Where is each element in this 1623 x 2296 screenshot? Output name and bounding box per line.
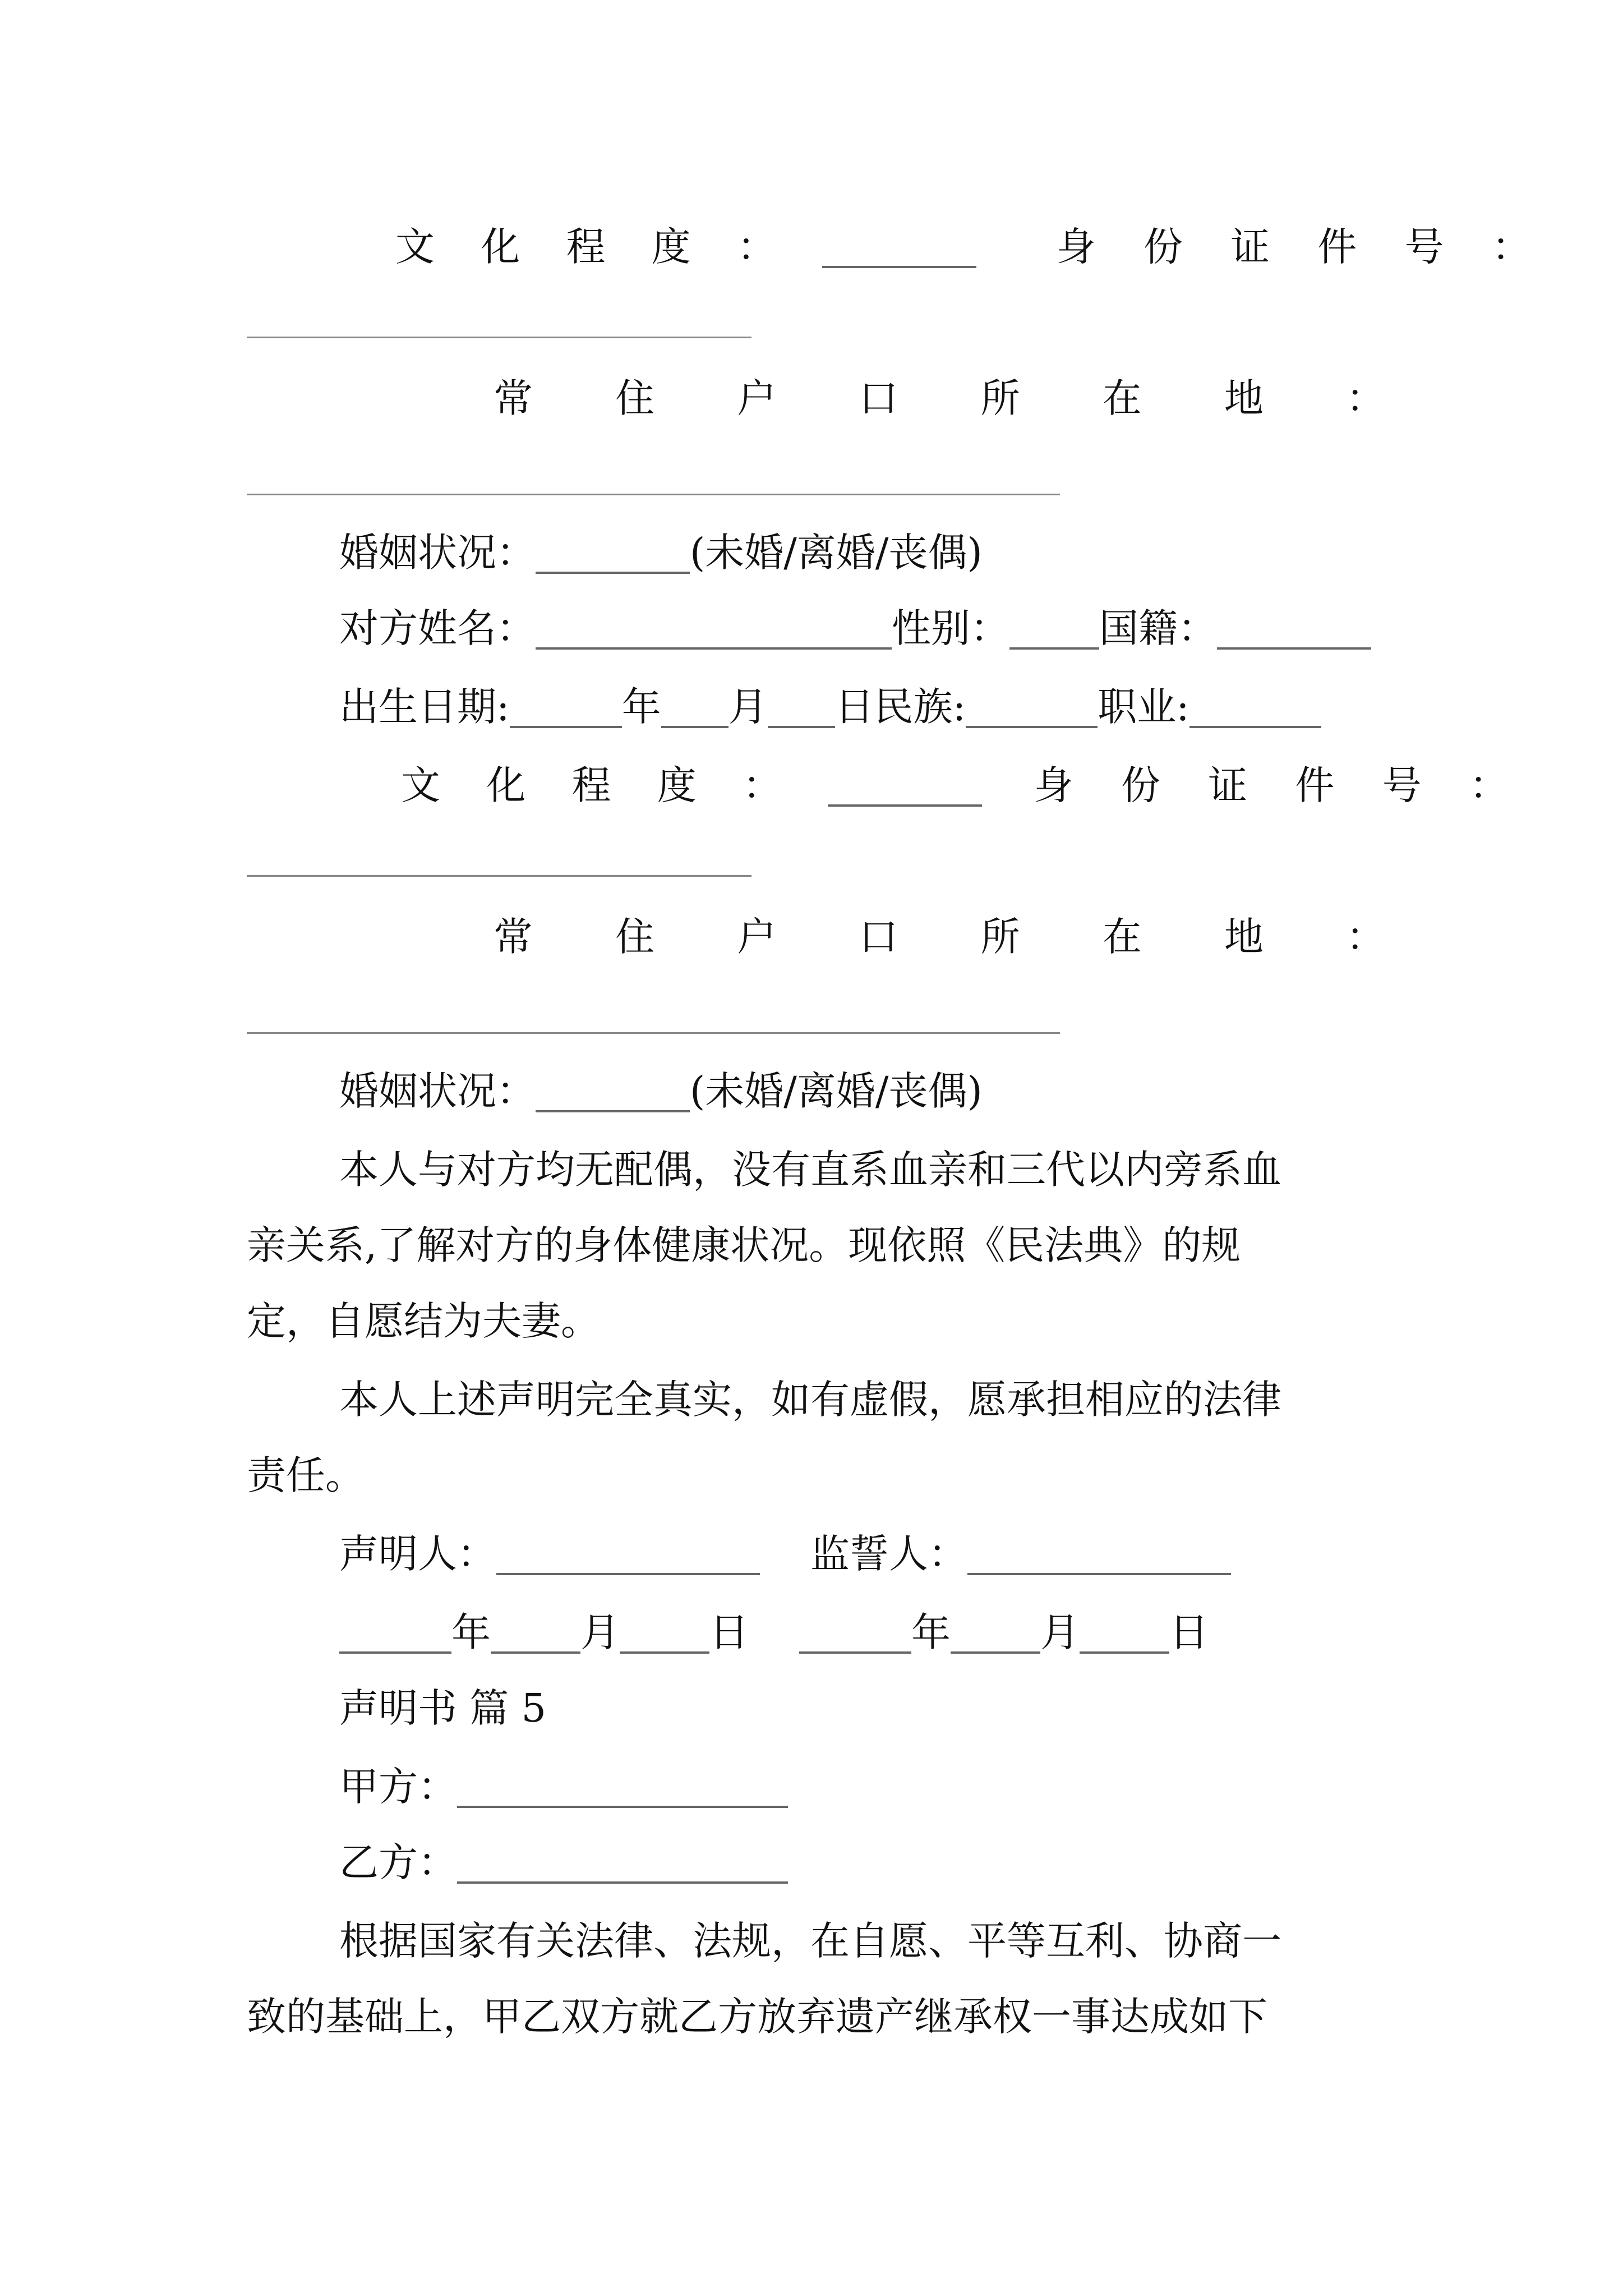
day-char: 日 [709,1609,749,1655]
education-label-char: 文 [395,224,435,270]
id-number-label-char: 身 [1034,762,1073,808]
birth-date-label: 出生日期: [339,684,510,730]
party-b-blank [457,1881,788,1884]
id-number-label-char: 身 [1056,224,1096,270]
education-label-char: ： [737,224,777,270]
gender-blank [1009,647,1099,650]
id-number-label-char: 件 [1295,762,1335,808]
birth-month-blank [661,726,728,728]
education-id-line [247,208,1531,286]
nationality-blank [1217,647,1371,650]
occupation-blank [1189,726,1321,728]
party-b-line [247,1823,1385,1902]
residence-label-char: 住 [615,914,655,960]
marital-status-label: 婚姻状况： [339,1068,536,1114]
marital-status-line [247,513,1385,592]
signature-date-line [247,1593,1385,1672]
nationality-label: 国籍： [1099,605,1217,651]
education-label-char: 化 [481,224,520,270]
supervisor-month-blank [951,1651,1040,1654]
id-number-blank [247,337,751,338]
declarant-blank [496,1573,760,1575]
id-number-label-char: 证 [1230,224,1270,270]
residence-label-char: ： [1345,375,1385,421]
residence-label-char: 户 [737,375,777,421]
residence-label-char: 所 [980,375,1020,421]
education-label-char: ： [743,762,782,808]
residence-label-char: 在 [1102,375,1142,421]
signature-line [247,1515,1385,1593]
residence-label-char: 常 [494,375,533,421]
partner-education-id-line [247,746,1509,825]
id-number-label-char: ： [1491,224,1531,270]
birth-year-blank [510,726,622,728]
id-number-label-char: 证 [1208,762,1248,808]
day-char: 日 [1169,1609,1209,1655]
declarant-month-blank [491,1651,580,1654]
month-char: 月 [1040,1609,1080,1655]
birth-day-blank [768,726,835,728]
birth-date-line [247,668,1385,746]
id-number-label-char: 号 [1382,762,1422,808]
supervisor-year-blank [799,1651,911,1654]
marital-status-blank [536,572,690,574]
section-title: 声明书 篇 5 [339,1685,547,1731]
ethnicity-blank [966,726,1098,728]
partner-name-line [247,589,1385,668]
residence-label-char: 口 [859,914,898,960]
agreement-line-2: 致的基础上，甲乙双方就乙方放弃遗产继承权一事达成如下 [247,1994,1267,2040]
declaration-para-2-line-2: 责任。 [247,1452,365,1498]
residence-label-char: 所 [980,914,1020,960]
partner-education-blank [828,804,982,807]
education-label-char: 程 [566,224,606,270]
marital-status-options: (未婚/离婚/丧偶) [690,530,983,576]
education-label-char: 度 [651,224,691,270]
party-a-line [247,1747,1385,1826]
declaration-para-1-line-3: 定，自愿结为夫妻。 [247,1298,600,1344]
year-char: 年 [911,1609,951,1655]
declarant-year-blank [339,1651,451,1654]
declarant-day-blank [620,1651,709,1654]
partner-residence-line [247,898,1385,976]
residence-line [247,359,1385,438]
residence-label-char: ： [1345,914,1385,960]
declarant-label: 声明人： [339,1531,496,1577]
partner-name-label: 对方姓名： [339,605,536,651]
partner-marital-status-blank [536,1110,690,1112]
declaration-para-1-line-1: 本人与对方均无配偶，没有直系血亲和三代以内旁系血 [339,1147,1281,1193]
education-label-char: 程 [571,762,611,808]
month-char: 月 [728,684,768,730]
id-number-label-char: 号 [1404,224,1444,270]
marital-status-label: 婚姻状况： [339,530,536,576]
party-a-label: 甲方： [339,1764,457,1810]
id-number-label-char: 份 [1121,762,1160,808]
residence-label-char: 住 [615,375,655,421]
residence-label-char: 口 [859,375,898,421]
declaration-para-2-line-1: 本人上述声明完全真实，如有虚假，愿承担相应的法律 [339,1377,1281,1423]
supervisor-label: 监誓人： [810,1531,967,1577]
party-a-blank [457,1806,788,1808]
residence-label-char: 在 [1102,914,1142,960]
residence-label-char: 地 [1224,914,1264,960]
supervisor-blank [967,1573,1231,1575]
id-number-label-char: 件 [1317,224,1357,270]
partner-id-number-blank [247,875,751,877]
education-blank [822,266,976,268]
declaration-para-1-line-2: 亲关系,了解对方的身体健康状况。现依照《民法典》的规 [247,1222,1241,1268]
residence-label-char: 常 [494,914,533,960]
partner-residence-blank [247,1032,1060,1034]
year-char: 年 [451,1609,491,1655]
party-b-label: 乙方： [339,1839,457,1885]
supervisor-day-blank [1080,1651,1169,1654]
id-number-label-char: 份 [1143,224,1183,270]
agreement-line-1: 根据国家有关法律、法规，在自愿、平等互利、协商一 [339,1918,1281,1964]
month-char: 月 [580,1609,620,1655]
education-label-char: 文 [401,762,440,808]
residence-label-char: 户 [737,914,777,960]
residence-blank [247,494,1060,495]
partner-name-blank [536,647,892,650]
partner-marital-status-line [247,1052,1385,1130]
day-ethnicity-label: 日民族: [834,684,966,730]
year-char: 年 [621,684,661,730]
residence-label-char: 地 [1224,375,1264,421]
education-label-char: 化 [486,762,526,808]
education-label-char: 度 [657,762,697,808]
occupation-label: 职业: [1098,684,1189,730]
id-number-label-char: ： [1469,762,1509,808]
marital-status-options: (未婚/离婚/丧偶) [690,1068,983,1114]
gender-label: 性别： [892,605,1009,651]
